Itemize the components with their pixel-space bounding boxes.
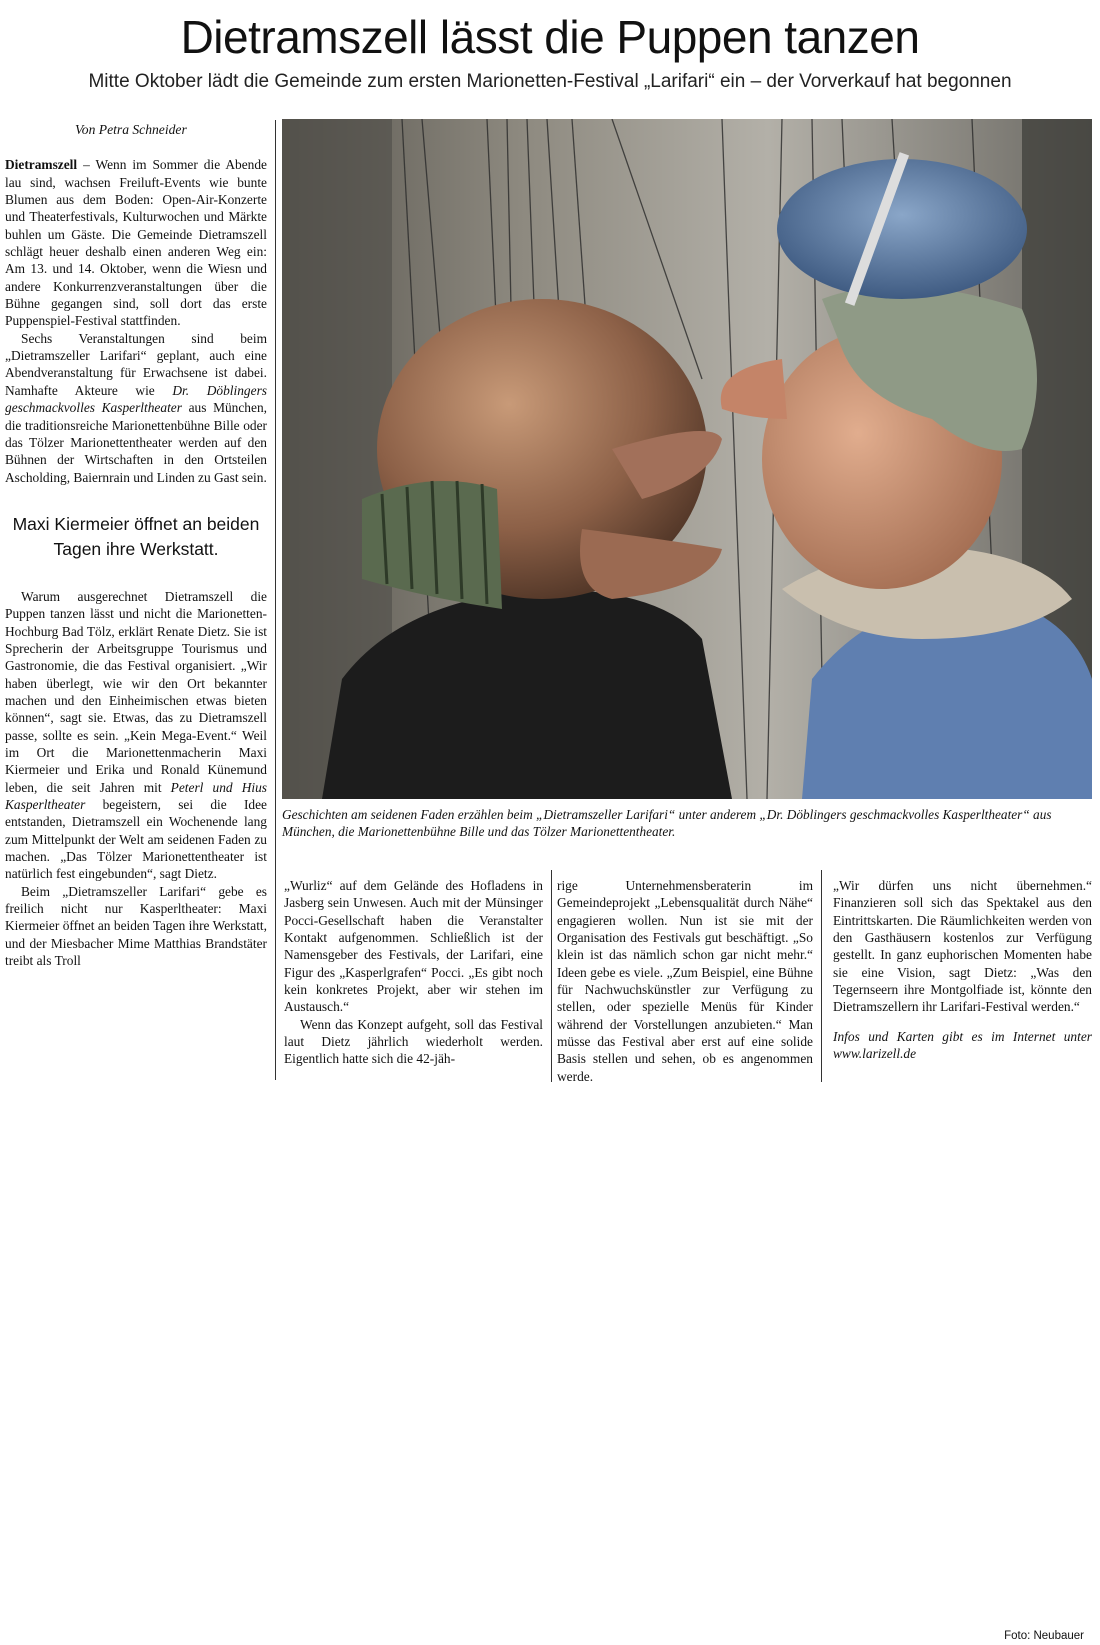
column-2-paragraph-1: „Wurliz“ auf dem Gelände des Hofladens in Jasberg sein Unwesen. Auch mit der Münsinger Pocci-Gesellschaft haben die Veranstalter Kontakt aufgenommen. Schließlich ist der Namensgeber des Festivals, der Larifari, eine Figur des „Kasperlgrafen“ Pocci. „Es gibt noch kein konkretes Projekt, aber wir stehen im Austausch.“ xyxy=(284,878,543,1015)
paragraph-2-text-b: aus München, die traditionsreiche Marionettenbühne Bille oder das Tölzer Marionettentheater werden auf den Bühnen der Wirtschaften in den Ortsteilen Ascholding, Baiernrain und Linden zu Gast sein. xyxy=(5,400,267,485)
paragraph-intro-text: – Wenn im Sommer die Abende lau sind, wachsen Freiluft-Events wie bunte Blumen aus dem Boden: Open-Air-Konzerte und Theaterfestivals, Kulturwochen und Märkte buhlen um Gäste. Die Gemeinde Dietramszell schlägt heuer deshalb einen anderen Weg ein: Am 13. und 14. Oktober, wenn die Wiesn und andere Konkurrenzveranstaltungen über die Bühne gegangen sind, soll dort das erste Puppenspiel-Festival stattfinden. xyxy=(5,157,267,329)
article-subheadline: Mitte Oktober lädt die Gemeinde zum ersten Marionetten-Festival „Larifari“ ein – der Vorverkauf hat begonnen xyxy=(88,71,1012,92)
paragraph-2-text-a: Sechs Veranstaltungen sind beim „Dietramszeller Larifari“ geplant, auch eine Abendveranstaltung für Erwachsene ist dabei. Namhafte Akteure wie xyxy=(5,330,267,398)
column-2 xyxy=(284,877,543,1068)
photo-credit: Foto: Neubauer xyxy=(1004,1630,1084,1642)
column-rule-1 xyxy=(275,120,276,1080)
column-rule-2 xyxy=(551,870,552,1082)
paragraph-4: Beim „Dietramszeller Larifari“ gebe es freilich nicht nur Kasperltheater: Maxi Kiermeier öffnet an beiden Tagen ihre Werkstatt, und der Miesbacher Mime Matthias Brandstäter treibt als Troll xyxy=(5,883,267,969)
column-left xyxy=(5,121,267,969)
info-line: Infos und Karten gibt es im Internet unter www.larizell.de xyxy=(833,1028,1092,1062)
paragraph-2 xyxy=(5,330,267,486)
byline: Von Petra Schneider xyxy=(75,122,187,137)
marionettes-photo xyxy=(282,119,1092,799)
paragraph-3-text-b: begeistern, sei die Idee entstanden, Dietramszell ein Wochenende lang zum Mittelpunkt der Welt am seidenen Faden zu machen. „Das Tölzer Marionettentheater ist natürlich fest eingebunden“, sagt Dietz. xyxy=(5,797,267,882)
paragraph-3 xyxy=(5,588,267,883)
paragraph-3-text-a: Warum ausgerechnet Dietramszell die Puppen tanzen lässt und nicht die Marionetten-Hochburg Bad Tölz, erklärt Renate Dietz. Sie ist Sprecherin der Arbeitsgruppe Tourismus und Gastronomie, die das Festival organisiert. „Wir haben überlegt, wie wir den Ort bekannter machen und den Einheimischen etwas bieten können“, sagt sie. Etwas, das zu Dietramszell passe, sollte es sein. „Kein Mega-Event.“ Weil im Ort die Marionettenmacherin Maxi Kiermeier und Erika und Ronald Künemund leben, die seit Jahren mit xyxy=(5,588,267,795)
column-3 xyxy=(557,877,813,1085)
caption-text: Geschichten am seidenen Faden erzählen beim „Dietramszeller Larifari“ unter anderem „Dr. Döblingers geschmackvolles Kasperltheater“ aus München, die Marionettenbühne Bille und das Tölzer Marionettentheater. xyxy=(282,807,1052,839)
paragraph-3-em: Peterl und Hius Kasperltheater xyxy=(5,779,267,812)
crosshead: Maxi Kiermeier öffnet an beiden Tagen ihre Werkstatt. xyxy=(12,513,260,559)
article-headline: Dietramszell lässt die Puppen tanzen xyxy=(180,11,920,63)
paragraph-2-em: Dr. Döblingers geschmackvolles Kasperltheater xyxy=(5,382,267,416)
column-4-paragraph: „Wir dürfen uns nicht übernehmen.“ Finanzieren soll sich das Spektakel aus den Eintrittskarten. Die Räumlichkeiten werden von den Gasthäusern kostenlos zur Verfügung gestellt. In ganz euphorischen Momenten habe sie eine Vision, sagt Dietz: „Was den Tegernseern ihre Montgolfiade ist, könnte den Dietramszellern ihr Larifari-Festival werden.“ xyxy=(833,878,1092,1015)
paragraph-intro xyxy=(5,156,267,329)
column-3-paragraph: rige Unternehmensberaterin im Gemeindeprojekt „Lebensqualität durch Nähe“ engagieren wollen. Nun ist sie mit der Organisation des Festivals gut beschäftigt. „So klein ist das nämlich schon gar nicht mehr.“ Ideen gebe es viele. „Zum Beispiel, eine Bühne für Nachwuchskünstler zur Verfügung zu stellen, oder spezielle Menüs für Kinder während der Vorstellungen anzubieten.“ Man müsse das Festival aber erst auf eine solide Basis stellen und sehen, ob es angenommen werde. xyxy=(557,878,813,1084)
dateline: Dietramszell xyxy=(5,157,78,173)
column-rule-3 xyxy=(821,870,822,1082)
column-2-paragraph-2: Wenn das Konzept aufgeht, soll das Festival laut Dietz jährlich wiederholt werden. Eigentlich hatte sich die 42-jäh- xyxy=(284,1016,543,1067)
article-photo xyxy=(282,119,1092,799)
column-4 xyxy=(833,877,1092,1062)
